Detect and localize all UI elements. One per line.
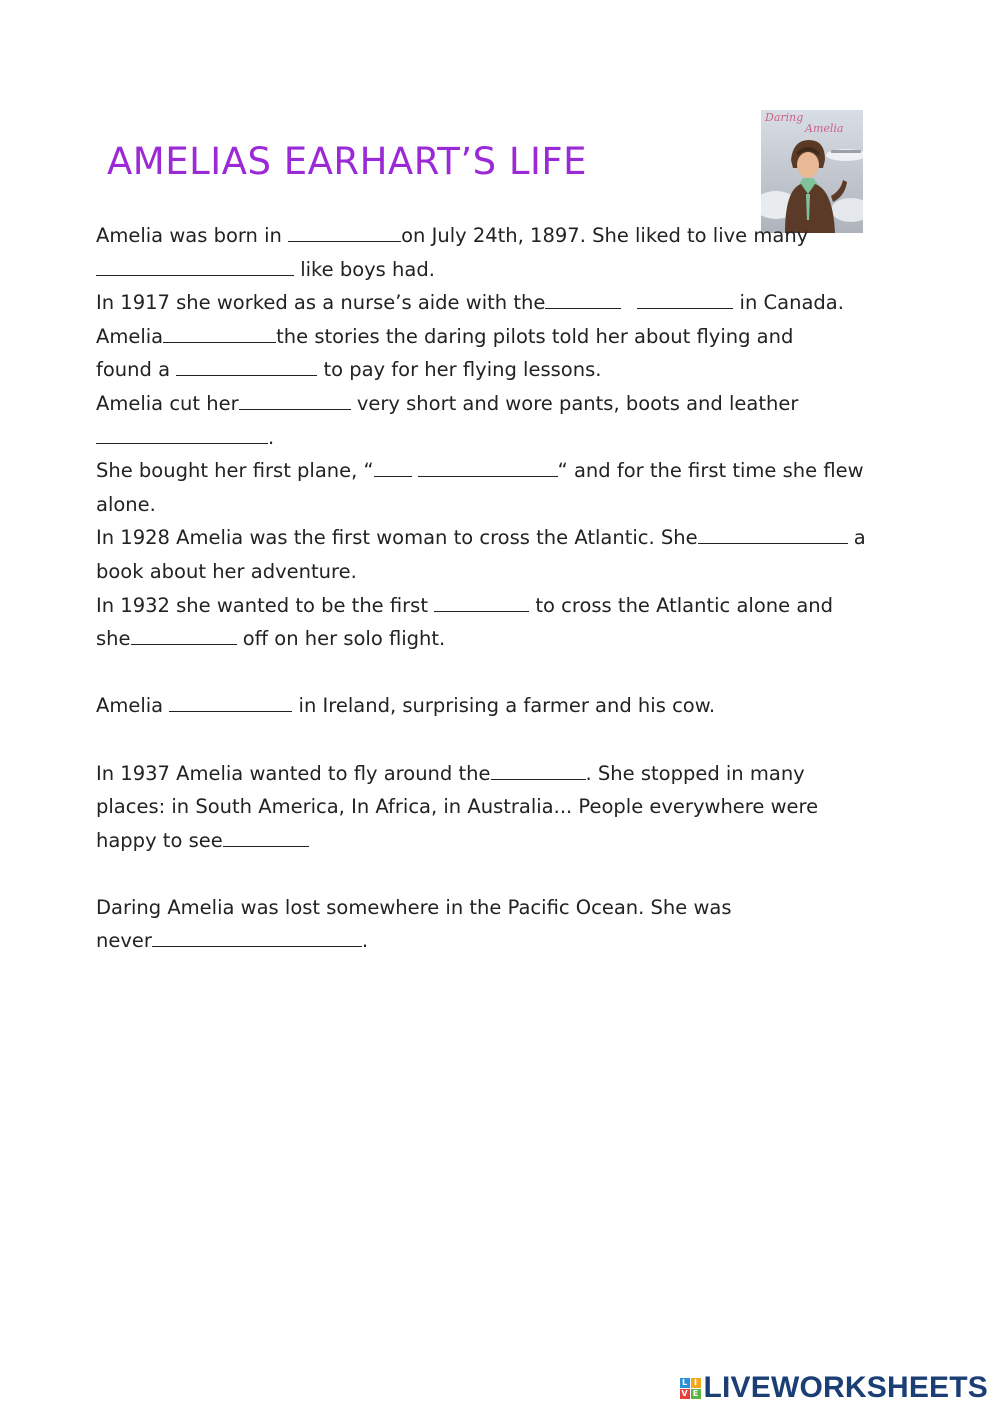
book-cover-image [761, 110, 863, 233]
line-13: she off on her solo flight. [96, 627, 446, 651]
logo-letter-e: E [691, 1389, 701, 1399]
blank-adventures[interactable] [96, 257, 294, 276]
blank-hair[interactable] [239, 391, 351, 410]
line-12: In 1932 she wanted to be the first to cross the Atlantic alone and [96, 593, 834, 617]
liveworksheets-logo [680, 1371, 989, 1405]
blank-birthplace[interactable] [288, 223, 401, 242]
blank-her[interactable] [223, 828, 309, 847]
line-2: like boys had. [96, 253, 896, 287]
line-7: . [96, 421, 896, 455]
blank-plane-name-1[interactable] [374, 458, 412, 477]
line-4: Amelia the stories the daring pilots told her about flying and [96, 324, 794, 348]
brand-name: LIVEWORKSHEETS [703, 1371, 988, 1404]
cover-title-line1: Daring [765, 111, 804, 124]
book-cover-title [765, 112, 843, 134]
blank-listened[interactable] [163, 324, 276, 343]
blank-clothing[interactable] [96, 425, 268, 444]
line-8: She bought her first plane, “ “ and for the first time she flew [96, 459, 864, 483]
logo-letter-l: L [680, 1378, 690, 1388]
line-9: alone. [96, 492, 156, 516]
blank-world[interactable] [491, 761, 586, 780]
line-18: Daring Amelia was lost somewhere in the Pacific Ocean. She was [96, 895, 732, 919]
logo-grid-icon [680, 1378, 701, 1399]
line-17: happy to see [96, 824, 896, 858]
line-14: Amelia in Ireland, surprising a farmer and his cow. [96, 694, 716, 718]
line-16: places: in South America, In Africa, in Australia... People everywhere were [96, 795, 819, 819]
line-19: never . [96, 929, 369, 953]
blank-found[interactable] [152, 928, 362, 947]
cover-title-line2: Amelia [805, 122, 844, 135]
blank-organization-1[interactable] [545, 290, 621, 309]
blank-organization-2[interactable] [637, 290, 733, 309]
blank-job[interactable] [176, 357, 317, 376]
logo-letter-v: V [681, 1388, 688, 1398]
line-11: book about her adventure. [96, 559, 357, 583]
line-3: In 1917 she worked as a nurse’s aide with the in Canada. [96, 291, 844, 315]
line-5: found a to pay for her flying lessons. [96, 358, 602, 382]
line-6: Amelia cut her very short and wore pants, boots and leather [96, 391, 799, 415]
blank-plane-name-2[interactable] [418, 458, 558, 477]
worksheet-title: AMELIAS EARHART’S LIFE [107, 140, 588, 183]
line-1: Amelia was born in on July 24th, 1897. She liked to live many [96, 224, 809, 247]
blank-landed[interactable] [169, 693, 292, 712]
worksheet-body [96, 219, 896, 958]
blank-wrote[interactable] [698, 525, 848, 544]
logo-letter-i: I [691, 1378, 701, 1388]
line-10: In 1928 Amelia was the first woman to cross the Atlantic. She a [96, 526, 866, 550]
blank-woman[interactable] [434, 593, 529, 612]
blank-took[interactable] [131, 626, 237, 645]
line-15: In 1937 Amelia wanted to fly around the . She stopped in many [96, 761, 805, 785]
